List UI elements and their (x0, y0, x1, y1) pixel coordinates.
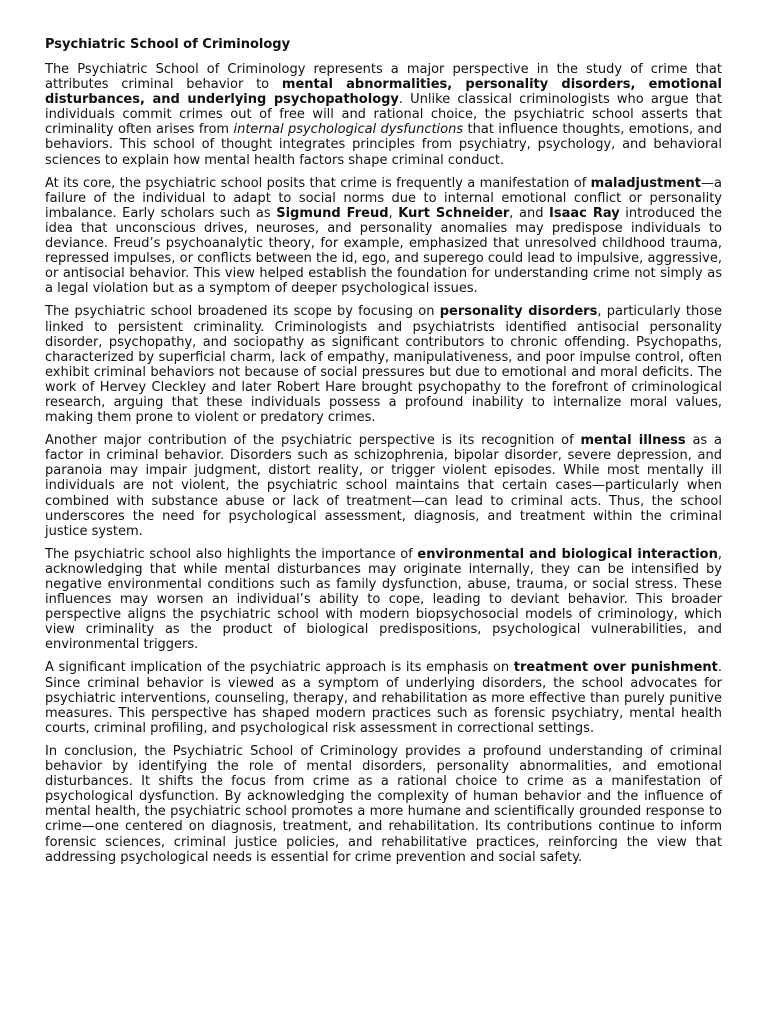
document-title: Psychiatric School of Criminology (45, 37, 291, 52)
text-run: In conclusion, the Psychiatric School of Criminology provides a profound understanding of criminal behavior by identifying the role of mental disorders, personality abnormalities, and emotional disturbances. It shifts the focus from crime as a rational choice to crime as a manifestation of psychological dysfunction. By acknowledging the complexity of human behavior and the influence of mental health, the psychiatric school promotes a more humane and scientifically grounded response to crime—one centered on diagnosis, treatment, and rehabilitation. Its contributions continue to inform forensic sciences, criminal justice policies, and rehabilitative practices, reinforcing the view that addressing psychological needs is essential for crime prevention and social safety. (45, 743, 722, 865)
text-run: The psychiatric school broadened its scope by focusing on (45, 304, 440, 320)
bold-term: Sigmund Freud (276, 205, 389, 221)
bold-term: maladjustment (590, 175, 702, 191)
text-run: , particularly those linked to persistent criminality. Criminologists and psychiatrists identified antisocial personality disorder, psychopathy, and sociopathy as significant contributors to chronic offending. Psychopaths, characterized by superficial charm, lack of empathy, manipulativeness, and poor impulse control, often exhibit criminal behaviors not because of social pressures but due to emotional and moral deficits. The work of Hervey Cleckley and later Robert Hare brought psychopathy to the forefront of criminological research, arguing that these individuals possess a profound inability to internalize moral values, making them prone to violent or predatory crimes. (45, 304, 722, 426)
bold-term: Kurt Schneider (398, 205, 510, 221)
bold-term: environmental and biological interaction (417, 546, 718, 562)
paragraph-1 (45, 62, 722, 168)
paragraph-4 (45, 433, 722, 539)
text-run: introduced the idea that unconscious drives, neuroses, and personality anomalies may predispose individuals to deviance. Freud’s psychoanalytic theory, for example, emphasized that unresolved childhood trauma, repressed impulses, or conflicts between the id, ego, and superego could lead to impulsive, aggressive, or antisocial behavior. This view helped establish the foundation for understanding crime not simply as a legal violation but as a symptom of deeper psychological issues. (45, 205, 723, 297)
text-run: At its core, the psychiatric school posits that crime is frequently a manifestation of (45, 175, 591, 191)
bold-term: mental illness (580, 433, 686, 449)
bold-term: treatment over punishment (513, 660, 718, 676)
text-run: Another major contribution of the psychiatric perspective is its recognition of (45, 433, 581, 449)
document-page (45, 37, 722, 873)
paragraph-6 (45, 660, 722, 735)
text-run: , and (509, 205, 550, 221)
paragraph-7 (45, 744, 722, 865)
text-run: that influence thoughts, emotions, and behaviors. This school of thought integrates principles from psychiatry, psychology, and behavioral sciences to explain how mental health factors shape criminal conduct. (45, 122, 722, 168)
text-run: A significant implication of the psychiatric approach is its emphasis on (45, 660, 514, 676)
text-run: . Unlike classical criminologists who argue that individuals commit crimes out of free will and rational choice, the psychiatric school asserts that criminality often arises from (45, 92, 722, 138)
text-run: —a failure of the individual to adapt to social norms due to internal emotional conflict or personality imbalance. Early scholars such as (45, 175, 722, 221)
text-run: The Psychiatric School of Criminology represents a major perspective in the study of crime that attributes criminal behavior to (45, 62, 722, 93)
text-run: , acknowledging that while mental disturbances may originate internally, they can be intensified by negative environmental conditions such as family dysfunction, abuse, trauma, or social stress. These influences may worsen an individual’s ability to cope, leading to deviant behavior. This broader perspective aligns the psychiatric school with modern biopsychosocial models of criminology, which view criminality as the product of biological predispositions, psychological vulnerabilities, and environmental triggers. (45, 546, 722, 653)
bold-term: Isaac Ray (549, 205, 620, 221)
text-run: . Since criminal behavior is viewed as a symptom of underlying disorders, the school advocates for psychiatric interventions, counseling, therapy, and rehabilitation as more effective than purely punitive measures. This perspective has shaped modern practices such as forensic psychiatry, mental health courts, criminal profiling, and psychological risk assessment in correctional settings. (45, 660, 723, 736)
bold-term: personality disorders (439, 304, 598, 320)
bold-term: mental abnormalities, personality disorders, emotional disturbances, and underlying psychopathology (45, 77, 722, 108)
text-run: as a factor in criminal behavior. Disorders such as schizophrenia, bipolar disorder, severe depression, and paranoia may impair judgment, distort reality, or trigger violent episodes. While most mentally ill individuals are not violent, the psychiatric school maintains that certain cases—particularly when combined with substance abuse or lack of treatment—can lead to criminal acts. Thus, the school underscores the need for psychological assessment, diagnosis, and treatment within the criminal justice system. (45, 433, 722, 539)
paragraph-5 (45, 547, 722, 653)
paragraph-2 (45, 176, 722, 297)
italic-phrase: internal psychological dysfunctions (233, 122, 464, 138)
paragraph-3 (45, 304, 722, 425)
document-body (45, 62, 722, 865)
text-run: The psychiatric school also highlights the importance of (45, 546, 418, 562)
text-run: , (388, 205, 399, 221)
